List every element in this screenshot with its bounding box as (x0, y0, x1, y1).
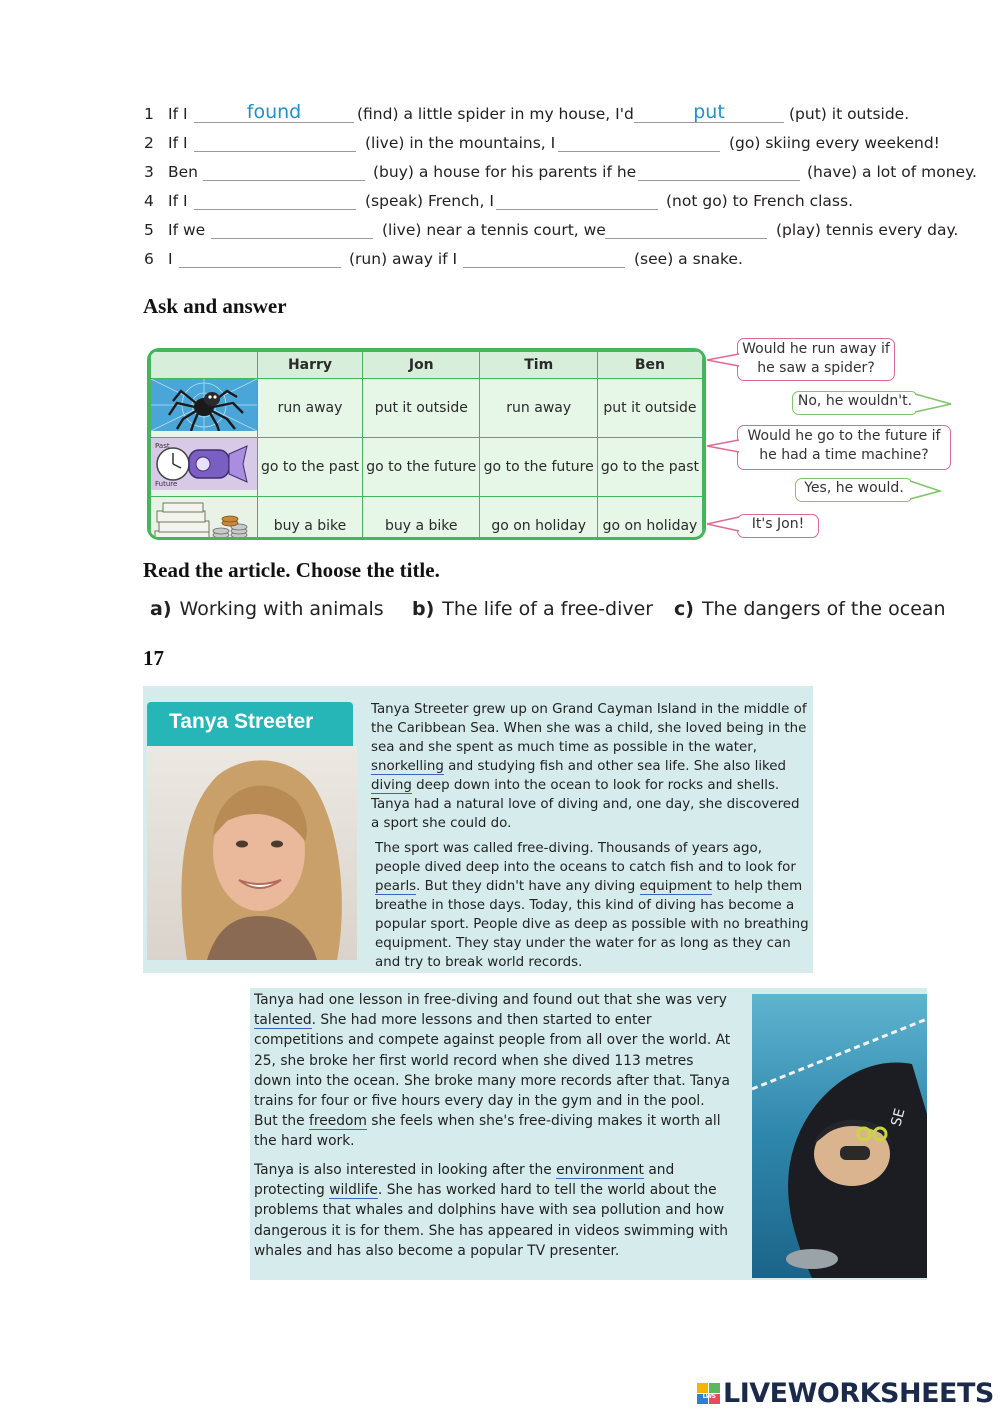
exercise-row (144, 245, 994, 274)
sentence-text: If we (168, 221, 206, 239)
column-header: Tim (480, 352, 597, 379)
vocab-word[interactable]: equipment (639, 879, 712, 894)
sentence-text: (live) in the mountains, I (365, 134, 556, 152)
answer-input[interactable] (605, 218, 767, 239)
table-cell: buy a bike (258, 497, 363, 541)
option-letter: b) (412, 598, 435, 620)
sentence-text: I (168, 250, 173, 268)
vocab-word[interactable]: talented (254, 1012, 312, 1029)
logo-icon (697, 1381, 721, 1403)
sentence-text: If I (168, 105, 188, 123)
article-text: . But they didn't have any diving (416, 879, 636, 894)
answer-input[interactable] (496, 189, 658, 210)
sentence-text: (go) skiing every weekend! (729, 134, 940, 152)
logo-mark-text: LWS (702, 1393, 716, 1400)
article-text: . She has worked hard to tell the world about the problems that whales and dolphins have with sea pollution and how dangerous it is for them. She has appeared in videos swimming with whales and has also become a popular TV presenter. (254, 1182, 729, 1259)
answer-input[interactable] (194, 189, 356, 210)
option-text: The dangers of the ocean (701, 598, 946, 620)
diver-photo (752, 994, 927, 1278)
sentence-text: Ben (168, 163, 198, 181)
article-text: to help them breathe in those days. Today, this kind of diving has become a popular sport. People dive as deep as possible with no breathing equipment. They stay under the water for as long as they can and try to break world records. (375, 879, 809, 970)
item-number: 5 (144, 221, 154, 239)
sentence-text: (speak) French, I (365, 192, 494, 210)
item-number: 4 (144, 192, 154, 210)
article-section-1 (143, 686, 813, 973)
profile-name: Tanya Streeter (169, 710, 314, 733)
bubble-tail-icon (706, 438, 740, 454)
vocab-word[interactable]: diving (371, 778, 412, 793)
table-cell: run away (258, 379, 363, 438)
profile-card (147, 702, 353, 960)
article-paragraph (375, 839, 811, 972)
time-machine-label: Past (155, 442, 170, 450)
table-cell: put it outside (597, 379, 702, 438)
svg-text:SE: SE (888, 1106, 909, 1129)
answer-input[interactable] (179, 247, 341, 268)
speech-bubble-answer: Yes, he would. (795, 478, 913, 502)
vocab-word[interactable]: pearls (375, 879, 417, 894)
vocab-word[interactable]: environment (556, 1162, 644, 1178)
article-text: The sport was called free-diving. Thousands of years ago, people dived deep into the oceans to catch fish and to look for (375, 841, 796, 875)
table-cell: go to the future (480, 438, 597, 497)
title-option-c[interactable] (674, 598, 946, 620)
bubble-tail-icon (706, 352, 740, 368)
article-paragraph (254, 990, 732, 1152)
section-number: 17 (143, 646, 164, 670)
ask-answer-table (147, 348, 706, 540)
brand-logo (697, 1378, 994, 1409)
brand-name: LIVEWORKSHEETS (723, 1378, 994, 1409)
money-icon (151, 497, 258, 541)
speech-bubble-answer: It's Jon! (737, 514, 819, 538)
sentence-text: (find) a little spider in my house, I'd (357, 105, 634, 123)
table-cell: buy a bike (363, 497, 480, 541)
article-text: Tanya had one lesson in free-diving and found out that she was very (254, 992, 727, 1008)
sentence-text: (buy) a house for his parents if he (373, 163, 637, 181)
table-corner (151, 352, 258, 379)
article-text: Tanya Streeter grew up on Grand Cayman Island in the middle of the Caribbean Sea. When she was a child, she loved being in the sea and she spent as much time as possible in the water, (371, 702, 807, 755)
table-cell: run away (480, 379, 597, 438)
title-option-b[interactable] (412, 598, 653, 620)
table-cell: go on holiday (597, 497, 702, 541)
read-article-heading: Read the article. Choose the title. (143, 558, 440, 582)
article-text: she feels when she's free-diving makes it worth all the hard work. (254, 1113, 721, 1150)
sentence-text: If I (168, 192, 188, 210)
column-header: Harry (258, 352, 363, 379)
item-number: 1 (144, 105, 154, 123)
sentence-text: (put) it outside. (789, 105, 910, 123)
exercise-row (144, 129, 994, 158)
sentence-text: (see) a snake. (634, 250, 743, 268)
vocab-word[interactable]: snorkelling (371, 759, 444, 774)
article-text: Tanya is also interested in looking after the (254, 1162, 552, 1178)
table-cell: put it outside (363, 379, 480, 438)
column-header: Jon (363, 352, 480, 379)
bubble-tail-icon (706, 515, 740, 533)
bubble-tail-icon (914, 392, 954, 414)
vocab-word[interactable]: freedom (309, 1113, 367, 1130)
sentence-text: (run) away if I (349, 250, 458, 268)
ask-answer-heading: Ask and answer (143, 294, 287, 318)
article-text: and protecting (254, 1162, 675, 1199)
item-number: 3 (144, 163, 154, 181)
article-paragraph (371, 700, 809, 833)
vocab-word[interactable]: wildlife (329, 1182, 378, 1199)
sentence-text: (not go) to French class. (666, 192, 853, 210)
item-number: 6 (144, 250, 154, 268)
sentence-text: (play) tennis every day. (776, 221, 959, 239)
article-paragraph (254, 1160, 732, 1261)
option-text: Working with animals (179, 598, 384, 620)
item-number: 2 (144, 134, 154, 152)
option-text: The life of a free-diver (442, 598, 654, 620)
title-option-a[interactable] (150, 598, 384, 620)
exercise-row (144, 216, 994, 245)
fill-in-exercise (144, 100, 994, 274)
portrait-photo (147, 746, 357, 976)
answer-input[interactable] (634, 102, 784, 123)
bubble-tail-icon (909, 479, 943, 501)
time-machine-label: Future (155, 480, 178, 488)
exercise-row (144, 187, 994, 216)
answer-input[interactable] (638, 160, 800, 181)
sentence-text: (have) a lot of money. (807, 163, 977, 181)
table-cell: go to the past (258, 438, 363, 497)
article-text: and studying fish and other sea life. She also liked (448, 759, 787, 774)
article-text: deep down into the ocean to look for rocks and shells. Tanya had a natural love of diving and, one day, she discovered a sport she could do. (371, 778, 800, 831)
option-letter: a) (150, 598, 172, 620)
speech-bubble-question: Would he run away if he saw a spider? (737, 338, 895, 381)
article-section-2 (250, 988, 927, 1280)
sentence-text: (live) near a tennis court, we (382, 221, 606, 239)
article-text: . She had more lessons and then started to enter competitions and compete against people from all over the world. At 25, she broke her first world record when she dived 113 metres down into the ocean. She broke many more records after that. Tanya trains for four or five hours every day in the gym and in the pool. But the (254, 1012, 731, 1130)
exercise-row (144, 100, 994, 129)
answer-input[interactable] (194, 102, 354, 123)
spider-icon (151, 379, 258, 438)
column-header: Ben (597, 352, 702, 379)
answer-input[interactable] (558, 131, 720, 152)
table-cell: go to the future (363, 438, 480, 497)
speech-bubble-answer: No, he wouldn't. (792, 391, 918, 415)
sentence-text: If I (168, 134, 188, 152)
option-letter: c) (674, 598, 694, 620)
exercise-row (144, 158, 994, 187)
answer-input[interactable] (203, 160, 365, 181)
speech-bubble-question: Would he go to the future if he had a time machine? (737, 425, 951, 470)
table-cell: go to the past (597, 438, 702, 497)
table-cell: go on holiday (480, 497, 597, 541)
time-machine-icon (151, 438, 258, 497)
answer-input[interactable] (463, 247, 625, 268)
answer-input[interactable] (211, 218, 373, 239)
answer-input[interactable] (194, 131, 356, 152)
